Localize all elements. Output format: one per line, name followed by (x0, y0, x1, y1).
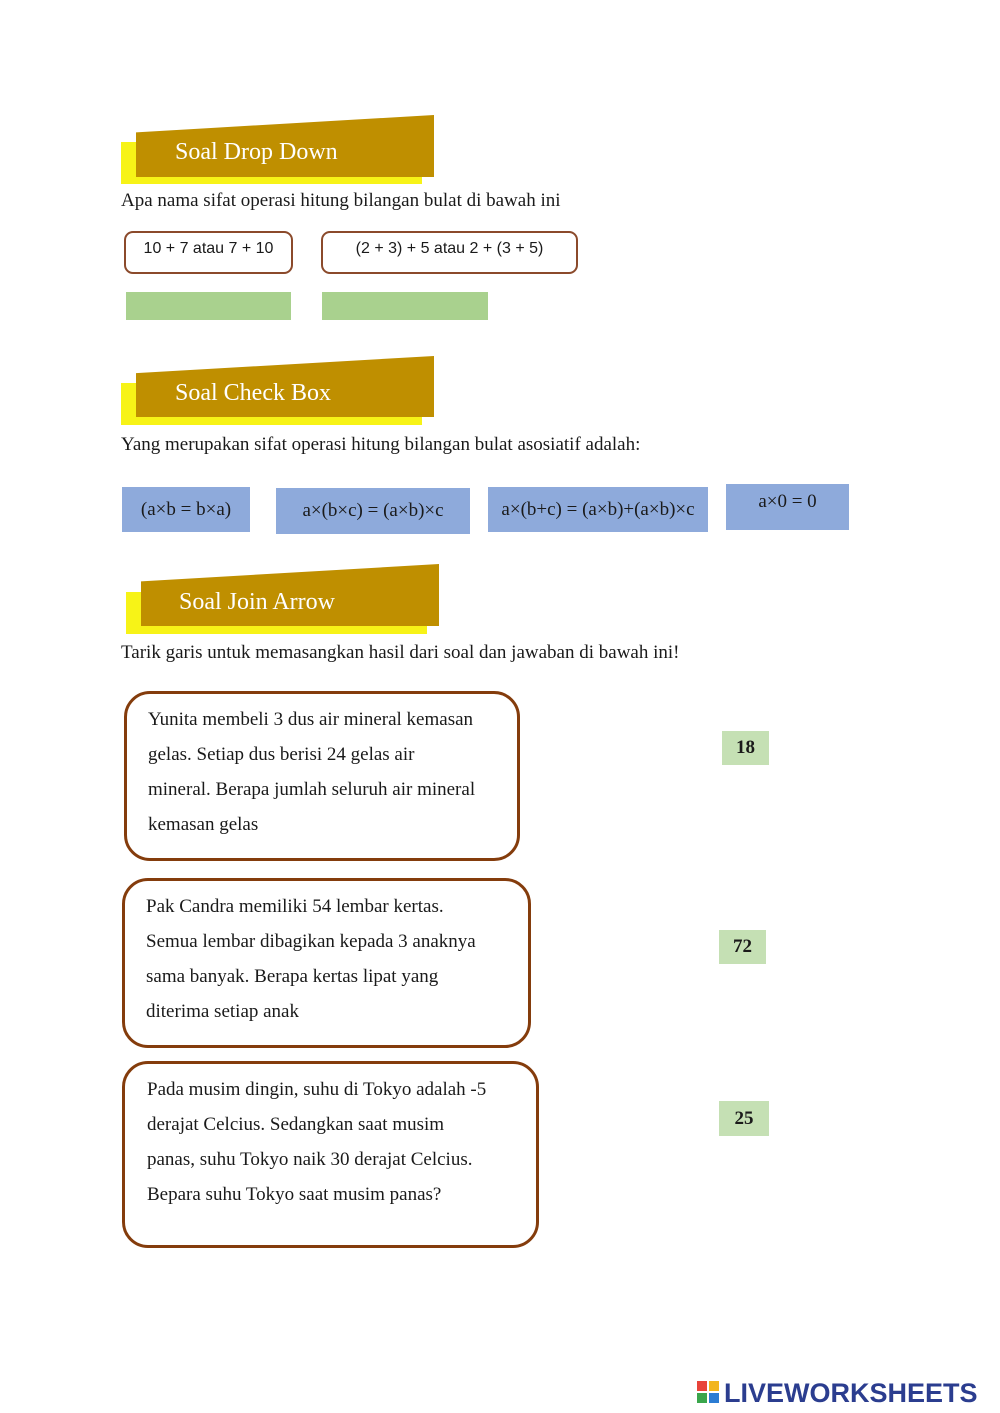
option-label: a×0 = 0 (758, 491, 817, 512)
section-title-checkbox: Soal Check Box (175, 380, 331, 406)
checkbox-option-2[interactable] (276, 488, 470, 534)
checkbox-option-3[interactable] (488, 487, 708, 532)
brand-name: LIVEWORKSHEETS (724, 1377, 978, 1408)
answer-label: 18 (736, 737, 755, 758)
liveworksheets-logo[interactable] (697, 1378, 978, 1408)
checkbox-instruction: Yang merupakan sifat operasi hitung bilangan bulat asosiatif adalah: (121, 434, 641, 455)
dropdown-answer-1[interactable] (126, 292, 291, 320)
answer-label: 25 (734, 1107, 754, 1129)
question-text-1: Yunita membeli 3 dus air mineral kemasan gelas. Setiap dus berisi 24 gelas air mineral. Berapa jumlah seluruh air mineral kemasan gelas (148, 709, 476, 835)
expression-box-2 (321, 231, 578, 274)
option-label: (a×b = b×a) (140, 498, 232, 520)
answer-box-2[interactable] (719, 930, 766, 964)
dropdown-answer-2[interactable] (322, 292, 488, 320)
expression-text: 10 + 7 atau 7 + 10 (143, 240, 274, 257)
section-title-join: Soal Join Arrow (179, 589, 335, 615)
checkbox-option-4[interactable] (726, 484, 849, 530)
answer-box-3[interactable] (719, 1101, 769, 1136)
section-title-dropdown: Soal Drop Down (175, 139, 338, 165)
question-text-3: Pada musim dingin, suhu di Tokyo adalah -5 derajat Celcius. Sedangkan saat musim panas, suhu Tokyo naik 30 derajat Celcius. Bepara suhu Tokyo saat musim panas? (147, 1079, 487, 1205)
join-instruction: Tarik garis untuk memasangkan hasil dari soal dan jawaban di bawah ini! (121, 642, 680, 663)
question-text-2: Pak Candra memiliki 54 lembar kertas. Semua lembar dibagikan kepada 3 anaknya sama banyak. Berapa kertas lipat yang diterima setiap anak (146, 896, 476, 1022)
option-label: a×(b×c) = (a×b)×c (302, 500, 444, 521)
answer-box-1[interactable] (722, 731, 769, 765)
liveworksheets-logo-icon (697, 1381, 721, 1405)
answer-label: 72 (733, 936, 752, 957)
dropdown-instruction: Apa nama sifat operasi hitung bilangan bulat di bawah ini (121, 190, 561, 211)
expression-box-1 (124, 231, 293, 274)
checkbox-option-1[interactable] (122, 487, 250, 532)
expression-text: (2 + 3) + 5 atau 2 + (3 + 5) (355, 240, 544, 257)
option-label: a×(b+c) = (a×b)+(a×b)×c (501, 498, 695, 520)
